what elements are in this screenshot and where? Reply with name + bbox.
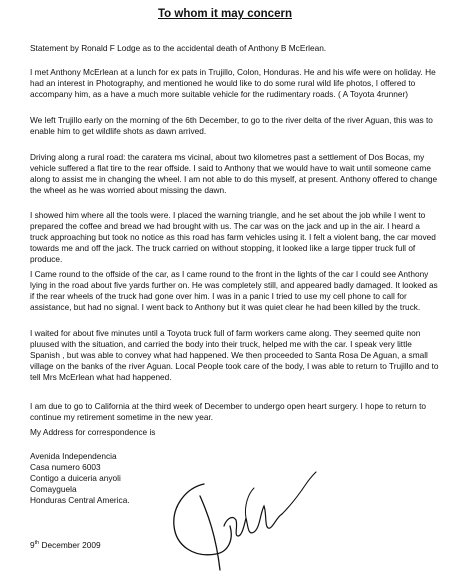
paragraph-meeting: I met Anthony McErlean at a lunch for ex pats in Trujillo, Colon, Honduras. He and his wife were on holiday. He had an interest in Photography, and mentioned he would like to do some rural wild life photos, I offered to accompany him, as a have a much more suitable vehicle for the rudimentary roads. ( A Toyota 4runner) <box>30 67 436 99</box>
address-line: Casa numero 6003 <box>30 462 101 472</box>
letter-date <box>30 540 101 550</box>
statement-line: Statement by Ronald F Lodge as to the accidental death of Anthony B McErlean. <box>30 43 327 53</box>
paragraph-surgery: I am due to go to California at the third week of December to undergo open heart surgery. I hope to return to continue my retirement sometime in the new year. <box>30 401 427 422</box>
address-line: Contigo a duiceria anyoli <box>30 473 121 483</box>
letter-title: To whom it may concern <box>158 8 292 20</box>
address-line: Honduras Central America. <box>30 495 130 505</box>
paragraph-accident: I showed him where all the tools were. I placed the warning triangle, and he set about the job while I went to prepared the coffee and bread we had brought with us. The car was on the jack and up in the air. I heard a truck approaching but took no notice as this road has farm vehicles using it. I felt a violent bang, the car moved towards me and off the jack. The truck carried on without stopping, it looked like a large tipper truck full of produce. <box>30 210 436 264</box>
paragraph-departure: We left Trujillo early on the morning of the 6th December, to go to the river delta of the river Aguan, this was to enable him to get wildlife shots as dawn arrived. <box>30 115 433 136</box>
correspondence-address <box>30 451 130 506</box>
paragraph-flat-tire: Driving along a rural road: the caratera ms vicinal, about two kilometres past a settlement of Dos Bocas, my vehicle suffered a flat tire to the rear offside. I said to Anthony that we would have to wait until someone came along to assist me in changing the wheel. I am not able to do this myself, at present. Anthony offered to change the wheel as he was worried about missing the dawn. <box>30 152 438 195</box>
paragraph-discovery: I Came round to the offside of the car, as I came round to the front in the lights of the car I could see Anthony lying in the road about five yards further on. He was completely still, and appeared badly damaged. It looked as if the rear wheels of the truck had gone over him. I was in a panic I tried to use my cell phone to call for assistance, but had no signal. I went back to Anthony but it was quiet clear he had been killed by the truck. <box>30 269 438 312</box>
date-rest: December 2009 <box>39 540 101 550</box>
date-day: 9 <box>30 540 35 550</box>
handwritten-signature <box>164 466 324 576</box>
address-line: Avenida Independencia <box>30 451 117 461</box>
paragraph-address-intro: My Address for correspondence is <box>30 427 156 437</box>
date-suffix: th <box>34 540 40 547</box>
address-line: Comayguela <box>30 484 77 494</box>
paragraph-aftermath: I waited for about five minutes until a Toyota truck full of farm workers came along. They seemed quite non pluused with the situation, and carried the body into their truck, helped me with the car. I speak very little Spanish , but was able to convey what had happened. We then proceeded to Santa Rosa De Aguan, a small village on the banks of the river Aguan. Local People took care of the body, I was able to return to Trujillo and to tell Mrs McErlean what had happened. <box>30 328 439 382</box>
